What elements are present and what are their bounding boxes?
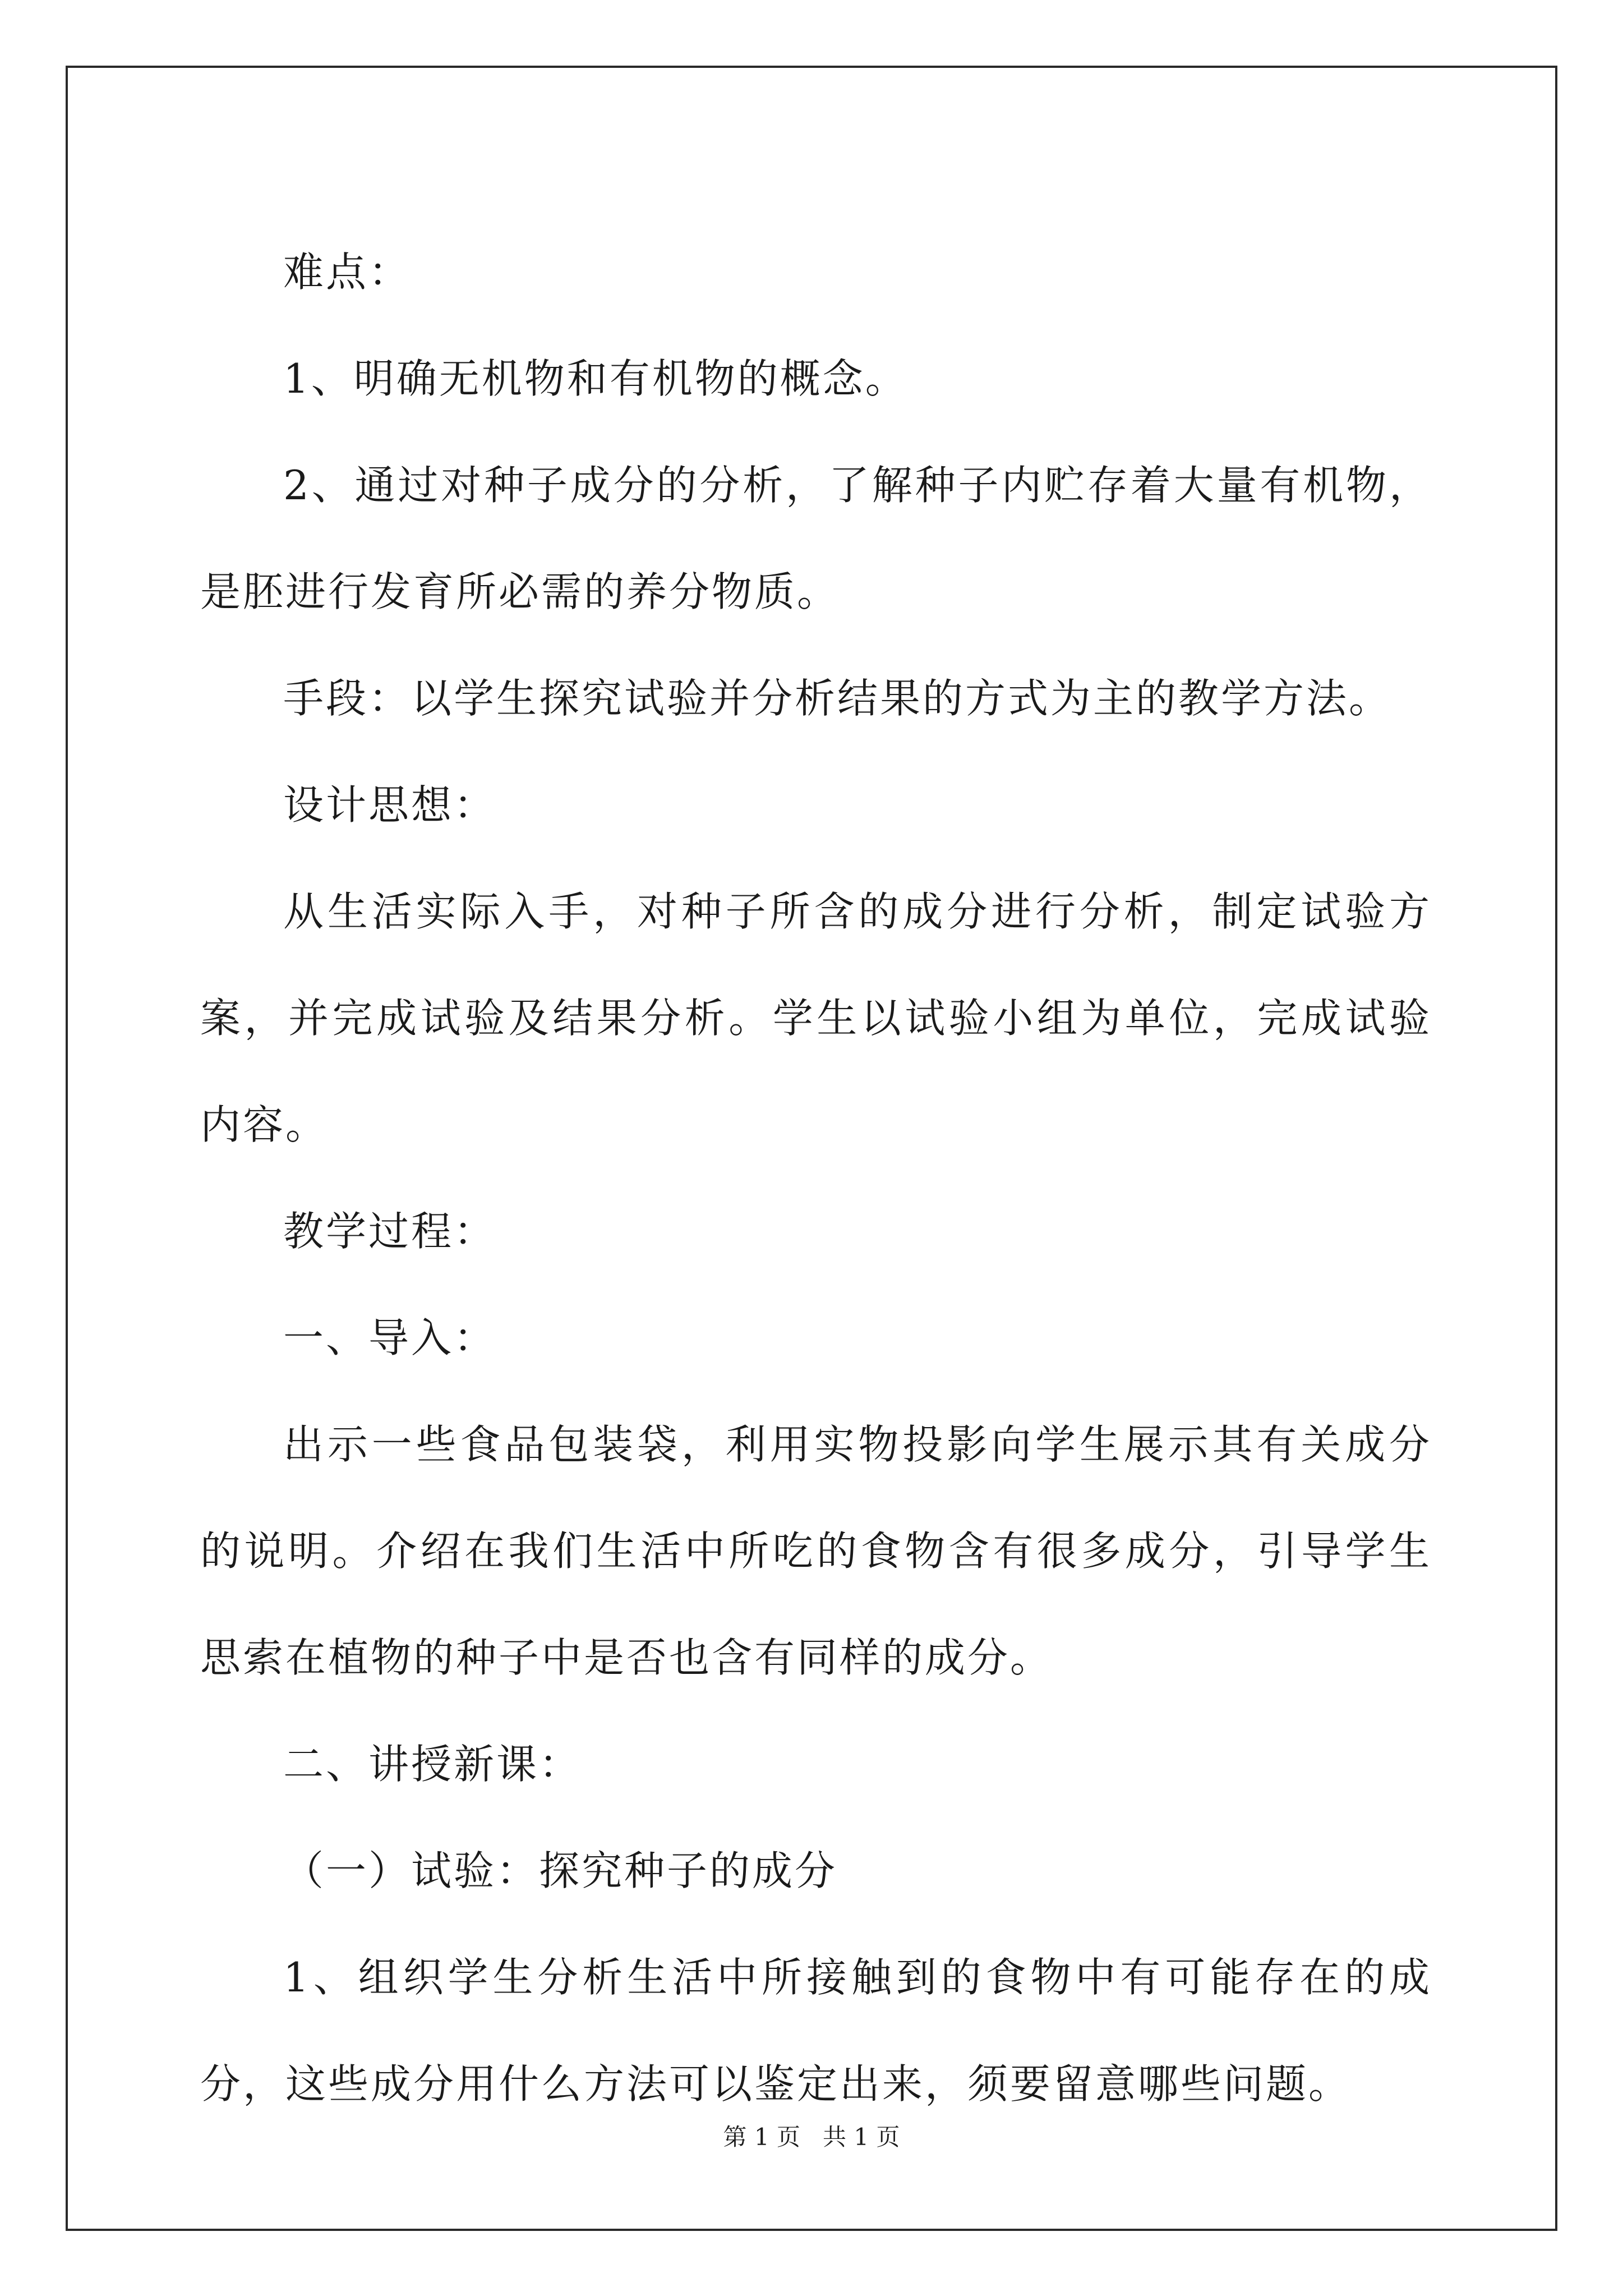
page-footer — [0, 2120, 1623, 2154]
paragraph-intro-body: 出示一些食品包装袋，利用实物投影向学生展示其有关成分的说明。介绍在我们生活中所吃的食物含有很多成分，引导学生思索在植物的种子中是否也含有同样的成分。 — [200, 1421, 1432, 1681]
page-number-label: 第 1 页 共 1 页 — [723, 2123, 900, 2151]
paragraph-design-body: 从生活实际入手，对种子所含的成分进行分析，制定试验方案，并完成试验及结果分析。学生以试验小组为单位，完成试验内容。 — [200, 888, 1432, 1148]
paragraph-difficulty-heading: 难点： — [283, 249, 412, 296]
paragraph-intro-heading: 一、导入： — [283, 1314, 497, 1361]
paragraph-design-heading: 设计思想： — [283, 781, 497, 829]
document-body — [200, 219, 1432, 2137]
paragraph-new-lesson-heading: 二、讲授新课： — [283, 1741, 582, 1788]
paragraph-difficulty-2: 2、通过对种子成分的分析，了解种子内贮存着大量有机物，是胚进行发育所必需的养分物质。 — [200, 462, 1432, 615]
paragraph-difficulty-1: 1、明确无机物和有机物的概念。 — [283, 355, 908, 402]
paragraph-experiment-1: 1、组织学生分析生活中所接触到的食物中有可能存在的成分，这些成分用什么方法可以鉴定出来，须要留意哪些问题。 — [200, 1954, 1432, 2108]
paragraph-process-heading: 教学过程： — [283, 1208, 497, 1255]
paragraph-experiment-heading: （一）试验：探究种子的成分 — [283, 1847, 838, 1894]
paragraph-method: 手段：以学生探究试验并分析结果的方式为主的教学方法。 — [283, 675, 1392, 722]
